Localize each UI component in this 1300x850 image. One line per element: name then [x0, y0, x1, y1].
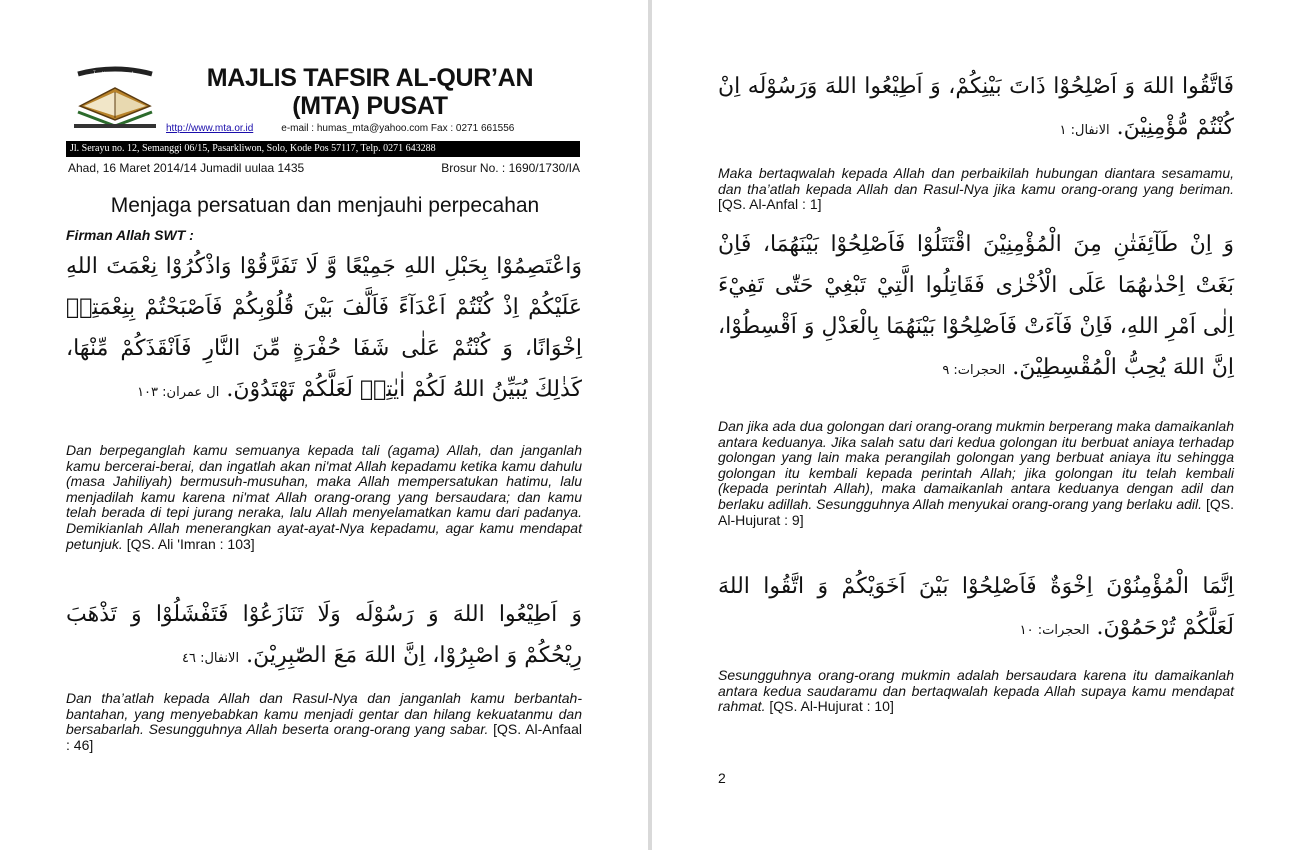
verse-reference: الانفال: ١ [1059, 123, 1110, 138]
mta-logo [70, 66, 160, 132]
page-number: 2 [718, 770, 726, 786]
page-title: Menjaga persatuan dan menjauhi perpecahan [110, 194, 540, 217]
org-name-line2: (MTA) PUSAT [292, 92, 448, 120]
translation-text: Sesungguhnya orang-orang mukmin adalah bersaudara karena itu damaikanlah antara kedua saudaramu dan bertaqwalah kepada Allah supaya kamu mendapat rahmat. [718, 667, 1234, 715]
verse-text: وَاعْتَصِمُوْا بِحَبْلِ اللهِ جَمِيْعًا وَّ لَا تَفَرَّقُوْا وَاذْكُرُوْا نِعْمَتَ اللهِ عَلَيْكُمْ اِذْ كُنْتُمْ اَعْدَآءً فَاَلَّفَ بَيْنَ قُلُوْبِكُمْ فَاَصْبَحْتُمْ بِنِعْمَتِهٖ اِخْوَانًا، وَ كُنْتُمْ عَلٰى شَفَا حُفْرَةٍ مِّنَ النَّارِ فَاَنْقَذَكُمْ مِّنْهَا، كَذٰلِكَ يُبَيِّنُ اللهُ لَكُمْ اٰيٰتِهٖ لَعَلَّكُمْ تَهْتَدُوْنَ. [66, 254, 582, 402]
translation-anfal-1 [718, 166, 1234, 213]
verse-arabic-hujurat-10 [718, 566, 1234, 651]
verse-text: اِنَّمَا الْمُؤْمِنُوْنَ اِخْوَةٌ فَاَصْلِحُوْا بَيْنَ اَخَوَيْكُمْ وَ اتَّقُوا اللهَ لَعَلَّكُمْ تُرْحَمُوْنَ. [718, 574, 1234, 640]
citation: [QS. Ali 'Imran : 103] [126, 535, 255, 552]
verse-reference: الحجرات: ١٠ [1019, 623, 1090, 638]
brochure-number: Brosur No. : 1690/1730/IA [441, 161, 580, 175]
translation-anfal-46 [66, 691, 582, 753]
verse-text: فَاتَّقُوا اللهَ وَ اَصْلِحُوْا ذَاتَ بَيْنِكُمْ، وَ اَطِيْعُوا اللهَ وَرَسُوْلَه اِنْ كُنْتُمْ مُّؤْمِنِيْنَ. [718, 74, 1234, 140]
issue-date: Ahad, 16 Maret 2014/14 Jumadil uulaa 1435 [68, 161, 305, 175]
left-page [0, 0, 648, 850]
translation-text: Dan berpeganglah kamu semuanya kepada tali (agama) Allah, dan janganlah kamu bercerai-berai, dan ingatlah akan ni'mat Allah kepadamu ketika kamu dahulu (masa Jahiliyah) bermusuh-musuhan, maka Allah mempersatukan hatimu, lalu menjadilah kamu karena ni'mat Allah orang-orang yang bersaudara; dan kamu telah berada di tepi jurang neraka, lalu Allah menyelamatkan kamu dari padanya. Demikianlah Allah menerangkan ayat-ayat-Nya kepadamu, agar kamu mendapat petunjuk. [66, 442, 582, 552]
citation: [QS. Al-Hujurat : 10] [769, 698, 894, 715]
verse-reference: ال عمران: ١٠٣ [137, 385, 220, 400]
citation: [QS. Al-Anfaal : 46] [66, 721, 582, 753]
translation-hujurat-10 [718, 668, 1234, 715]
verse-text: وَ اَطِيْعُوا اللهَ وَ رَسُوْلَه وَلَا تَنَازَعُوْا فَتَفْشَلُوْا وَ تَذْهَبَ رِيْحُكُمْ وَ اصْبِرُوْا، اِنَّ اللهَ مَعَ الصّٰبِرِيْنَ. [66, 602, 582, 668]
contact-line [166, 123, 514, 134]
org-name [170, 64, 570, 120]
translation-text: Dan jika ada dua golongan dari orang-orang mukmin berperang maka damaikanlah antara keduanya. Jika salah satu dari kedua golongan itu berbuat aniaya terhadap golongan yang lain maka perangilah golongan yang berbuat aniaya itu sehingga golongan itu kembali kepada perintah Allah; jika golongan itu telah kembali (kepada perintah Allah), maka damaikanlah antara keduanya dengan adil dan berlaku adillah. Sesungguhnya Allah menyukai orang-orang yang berlaku adil. [718, 418, 1234, 512]
citation: [QS. Al-Hujurat : 9] [718, 495, 1235, 528]
dateline [68, 161, 580, 175]
right-page [652, 0, 1300, 850]
translation-hujurat-9 [718, 419, 1234, 528]
verse-text: وَ اِنْ طَآئِفَتٰنِ مِنَ الْمُؤْمِنِيْنَ اقْتَتَلُوْا فَاَصْلِحُوْا بَيْنَهُمَا، فَاِنْ بَغَتْ اِحْدٰىهُمَا عَلَى الْاُخْرٰى فَقَاتِلُوا الَّتِيْ تَبْغِيْ حَتّٰى تَفِيْءَ اِلٰى اَمْرِ اللهِ، فَاِنْ فَآءَتْ فَاَصْلِحُوْا بَيْنَهُمَا بِالْعَدْلِ وَ اَقْسِطُوْا، اِنَّ اللهَ يُحِبُّ الْمُقْسِطِيْنَ. [718, 232, 1234, 380]
verse-arabic-anfal-46 [66, 594, 582, 679]
website-link[interactable]: http://www.mta.or.id [166, 123, 254, 134]
verse-arabic-anfal-1 [718, 66, 1234, 151]
verse-reference: الانفال: ٤٦ [181, 651, 240, 666]
address-bar: Jl. Serayu no. 12, Semanggi 06/15, Pasarkliwon, Solo, Kode Pos 57117, Telp. 0271 643288 [66, 141, 580, 157]
translation-ali-imran-103 [66, 443, 582, 552]
translation-text: Maka bertaqwalah kepada Allah dan perbaikilah hubungan diantara sesamamu, dan tha’atlah kepada Allah dan Rasul-Nya jika kamu orang-orang yang beriman. [718, 165, 1234, 197]
firman-label: Firman Allah SWT : [66, 227, 194, 243]
verse-arabic-ali-imran-103 [66, 246, 582, 413]
contact-info: e-mail : humas_mta@yahoo.com Fax : 0271 661556 [281, 123, 515, 134]
translation-text: Dan tha’atlah kepada Allah dan Rasul-Nya dan janganlah kamu berbantah-bantahan, yang menyebabkan kamu menjadi gentar dan hilang kekuatanmu dan bersabarlah. Sesungguhnya Allah beserta orang-orang yang sabar. [66, 690, 582, 738]
verse-reference: الحجرات: ٩ [942, 363, 1006, 378]
svg-text:مجلس تفسير القرآن: مجلس تفسير القرآن [89, 71, 141, 78]
org-name-line1: MAJLIS TAFSIR AL-QUR’AN [206, 64, 534, 92]
verse-arabic-hujurat-9 [718, 224, 1234, 391]
citation: [QS. Al-Anfal : 1] [718, 196, 822, 213]
